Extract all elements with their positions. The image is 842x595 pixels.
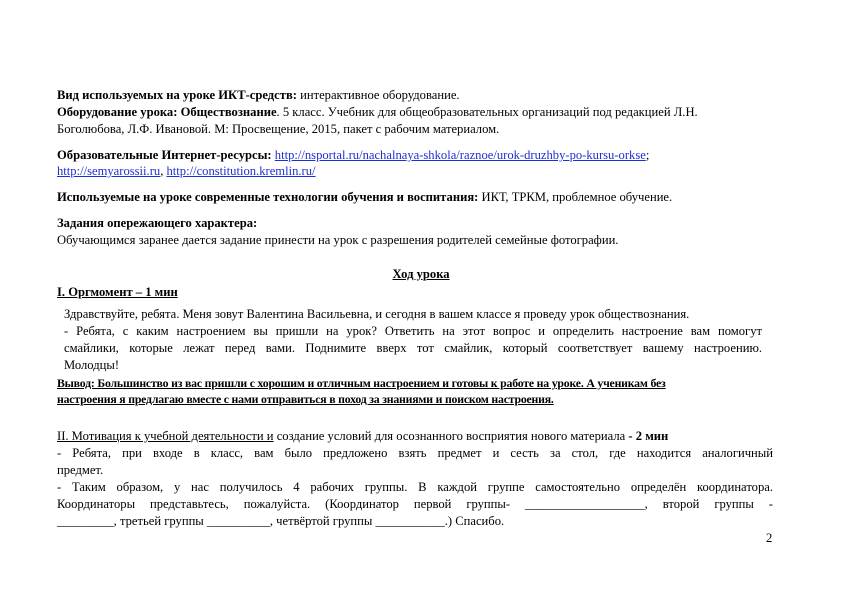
section2-title-underlined: II. Мотивация к учебной деятельности и <box>57 429 274 443</box>
lesson-title: Ход урока <box>392 267 450 281</box>
section1-conclusion-line-2: настроения я предлагаю вместе с нами отправиться в поход за знаниями и поиском настроения. <box>57 392 554 406</box>
technologies-label: Используемые на уроке современные технологии обучения и воспитания: <box>57 190 479 204</box>
resource-link-semyarossii[interactable]: http://semyarossii.ru <box>57 164 161 178</box>
section1-greeting: Здравствуйте, ребята. Меня зовут Валентина Васильевна, и сегодня в вашем классе я проведу урок обществознания. <box>64 307 690 321</box>
ict-label: Вид используемых на уроке ИКТ-средств: <box>57 88 297 102</box>
equipment-label: Оборудование урока: Обществознание <box>57 105 277 119</box>
section2-title <box>57 428 668 444</box>
technologies-value: ИКТ, ТРКМ, проблемное обучение. <box>478 190 673 204</box>
ict-value: интерактивное оборудование. <box>296 88 460 102</box>
equipment-text-2: Боголюбова, Л.Ф. Ивановой. М: Просвещение, 2015, пакет с рабочим материалом. <box>57 122 500 136</box>
resource-link-constitution[interactable]: http://constitution.kremlin.ru/ <box>166 164 316 178</box>
section2-p2-line-2: Координаторы представьтесь, пожалуйста. (Координатор первой группы- ___________________, второй группы - <box>57 497 773 511</box>
section1-title: I. Оргмомент – 1 мин <box>57 285 178 299</box>
section2-p1-line-1: - Ребята, при входе в класс, вам было предложено взять предмет и сесть за стол, где находится аналогичный <box>57 446 773 460</box>
resources-separator-1: ; <box>645 148 650 162</box>
section2-p2-line-3: _________, третьей группы __________, четвёртой группы ___________.) Спасибо. <box>57 514 505 528</box>
resources-label: Образовательные Интернет-ресурсы: <box>57 148 272 162</box>
section2-p2-line-1: - Таким образом, у нас получилось 4 рабочих группы. В каждой группе самостоятельно определён координатора. <box>57 480 773 494</box>
section1-question-line-3: Молодцы! <box>64 358 120 372</box>
section2-duration: - 2 мин <box>628 429 669 443</box>
resource-link-nsportal[interactable]: http://nsportal.ru/nachalnaya-shkola/raznoe/urok-druzhby-po-kursu-orkse <box>274 148 646 162</box>
advance-text: Обучающимся заранее дается задание принести на урок с разрешения родителей семейные фотографии. <box>57 233 619 247</box>
advance-label: Задания опережающего характера: <box>57 216 258 230</box>
section1-question-line-1: - Ребята, с каким настроением вы пришли на урок? Ответить на этот вопрос и определить настроение вам помогут <box>64 324 762 338</box>
page-number: 2 <box>766 531 773 545</box>
resources-line-1 <box>57 147 649 163</box>
section1-conclusion-line-1: Вывод: Большинство из вас пришли с хорошим и отличным настроением и готовы к работе на уроке. А ученикам без <box>57 376 666 390</box>
section2-p1-line-2: предмет. <box>57 463 104 477</box>
advance-text-line <box>57 232 618 248</box>
section2-title-rest: создание условий для осознанного восприятия нового материала <box>273 429 629 443</box>
section1-question-line-2: смайлики, которые лежат перед вами. Поднимите вверх тот смайлик, который соответствует вашему настроению. <box>64 341 762 355</box>
advance-label-line <box>57 215 257 231</box>
equipment-line-2 <box>57 121 499 137</box>
technologies-line <box>57 189 672 205</box>
resources-line-2 <box>57 163 316 179</box>
equipment-line-1 <box>57 104 698 120</box>
equipment-text-1: . 5 класс. Учебник для общеобразовательных организаций под редакцией Л.Н. <box>276 105 698 119</box>
ict-line <box>57 87 460 103</box>
resources-separator-2: , <box>160 164 167 178</box>
